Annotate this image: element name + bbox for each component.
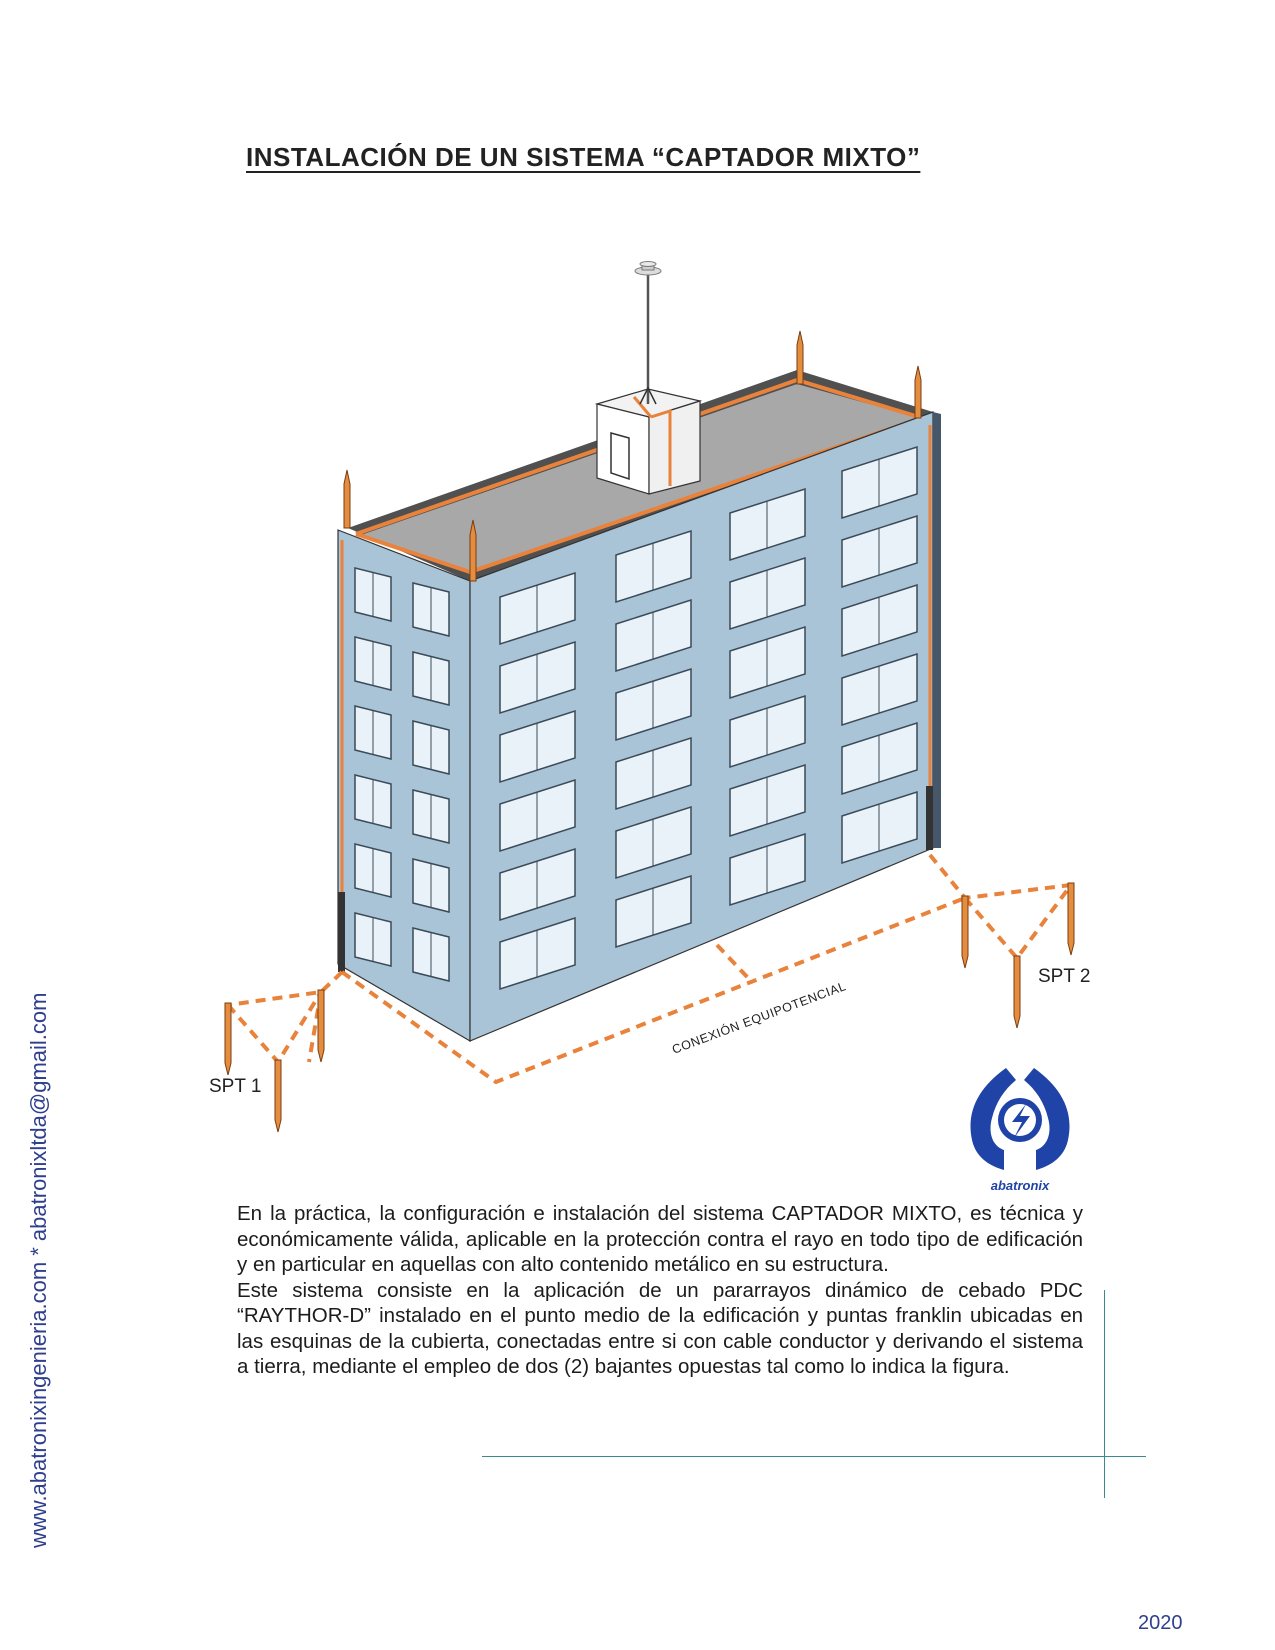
connection-label: CONEXIÓN EQUIPOTENCIAL — [670, 978, 849, 1057]
logo-text: abatronix — [990, 1178, 1050, 1193]
spt1-label: SPT 1 — [209, 1076, 262, 1097]
decorative-vertical-line — [1104, 1290, 1105, 1498]
spt2-label: SPT 2 — [1038, 966, 1091, 987]
description-text — [237, 1201, 1083, 1380]
page-title: INSTALACIÓN DE UN SISTEMA “CAPTADOR MIXTO” — [246, 142, 921, 172]
paragraph-2: Este sistema consiste en la aplicación de un pararrayos dinámico de cebado PDC “RAYTHOR-D” instalado en el punto medio de la edificación y puntas franklin ubicadas en las esquinas de la cubierta, conectadas entre si con cable conductor y derivando el sistema a tierra, mediante el empleo de dos (2) bajantes opuestas tal como lo indica la figura. — [237, 1278, 1083, 1378]
decorative-horizontal-line — [482, 1456, 1146, 1457]
pdc-head-icon — [635, 262, 661, 276]
paragraph-1: En la práctica, la configuración e instalación del sistema CAPTADOR MIXTO, es técnica y económicamente válida, aplicable en la protección contra el rayo en todo tipo de edificación y en particular en aquellas con alto contenido metálico en su estructura. — [237, 1202, 1083, 1276]
vertical-contact-text: www.abatronixingenieria.com * abatronixltda@gmail.com — [26, 992, 51, 1548]
building-illustration — [0, 230, 1275, 1193]
abatronix-logo — [970, 1068, 1069, 1193]
rooftop-box — [597, 389, 700, 494]
page-year: 2020 — [1138, 1612, 1183, 1634]
